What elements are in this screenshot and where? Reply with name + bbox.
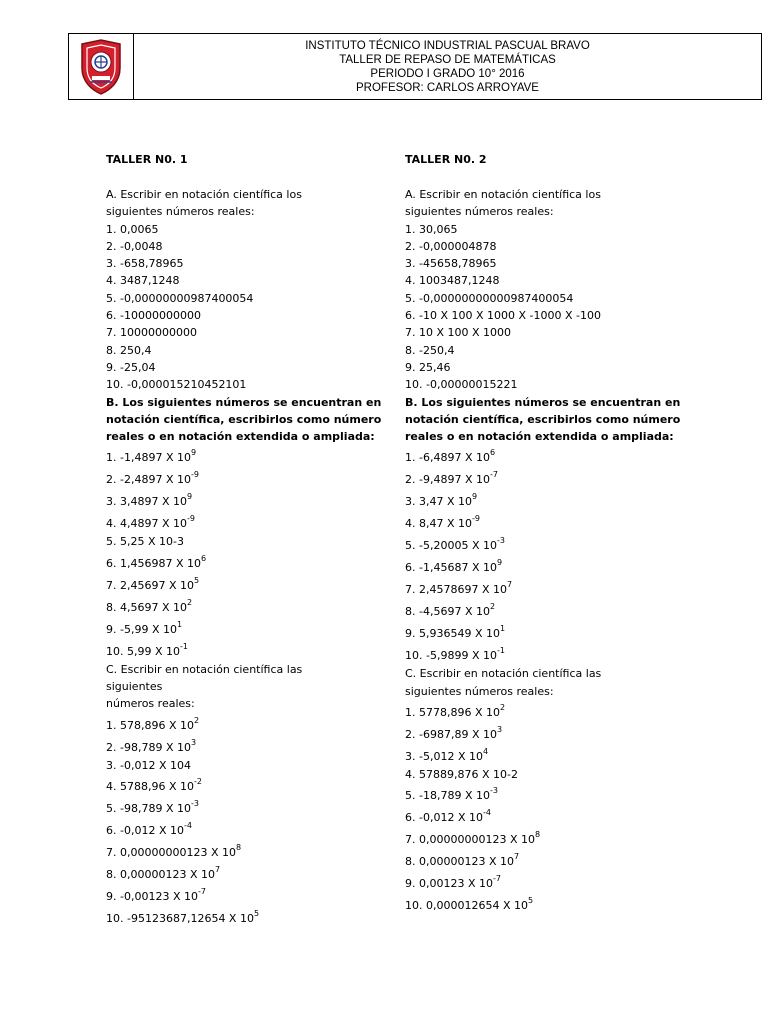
taller-2-column xyxy=(405,151,705,915)
list-item: 8. 4,5697 X $10^2$ xyxy=(106,597,193,614)
list-item: 3. 3,47 X $10^9$ xyxy=(405,492,478,509)
list-item: 7. 10000000000 xyxy=(106,326,197,340)
list-item: 3. -5,012 X $10^4$ xyxy=(405,747,489,764)
list-item: 9. 0,00123 X $10^{-7}$ xyxy=(405,874,501,891)
list-item: 10. -95123687,12654 X $10^5$ xyxy=(106,908,260,925)
list-item: 4. 5788,96 X $10^{-2}$ xyxy=(106,776,202,793)
list-item: 3. -0,012 X 104 xyxy=(106,758,191,772)
section-c-heading: C. Escribir en notación científica las xyxy=(405,667,602,681)
list-item: 9. -25,04 xyxy=(106,360,156,374)
list-item: 10. -5,9899 X $10^{-1}$ xyxy=(405,646,505,663)
section-a-heading: A. Escribir en notación científica los xyxy=(106,188,302,201)
list-item: 1. 578,896 X $10^2$ xyxy=(106,715,200,732)
institution-name: INSTITUTO TÉCNICO INDUSTRIAL PASCUAL BRAVO xyxy=(305,39,590,52)
section-b-heading: notación científica, escribirlos como número xyxy=(106,412,382,426)
section-b-heading: B. Los siguientes números se encuentran en xyxy=(106,395,382,409)
list-item: 7. 0,00000000123 X $10^8$ xyxy=(405,830,541,847)
list-item: 5. -18,789 X $10^{-3}$ xyxy=(405,786,498,803)
list-item: 10. 0,000012654 X $10^5$ xyxy=(405,896,534,913)
list-item: 8. 0,00000123 X $10^7$ xyxy=(405,852,520,869)
list-item: 2. -2,4897 X $10^{-9}$ xyxy=(106,470,199,487)
list-item: 5. 5,25 X 10-3 xyxy=(106,535,184,549)
list-item: 5. -0,00000000987400054 xyxy=(106,291,254,305)
list-item: 8. -4,5697 X $10^2$ xyxy=(405,602,496,619)
taller-1-title: TALLER N0. 1 xyxy=(106,153,188,166)
list-item: 6. 1,456987 X $10^6$ xyxy=(106,553,207,570)
list-item: 3. 3,4897 X $10^9$ xyxy=(106,492,193,509)
list-item: 8. 0,00000123 X $10^7$ xyxy=(106,864,221,881)
school-logo-cell xyxy=(69,34,134,99)
list-item: 7. 10 X 100 X 1000 xyxy=(405,326,512,340)
list-item: 4. 3487,1248 xyxy=(106,274,180,288)
list-item: 9. 5,936549 X $10^1$ xyxy=(405,624,506,641)
list-item: 9. 25,46 xyxy=(405,360,451,374)
teacher-name: PROFESOR: CARLOS ARROYAVE xyxy=(356,81,539,94)
section-b-heading: B. Los siguientes números se encuentran en xyxy=(405,395,681,409)
list-item: 9. -5,99 X $10^1$ xyxy=(106,619,183,636)
list-item: 2. -0,000004878 xyxy=(405,239,497,253)
list-item: 8. -250,4 xyxy=(405,343,455,357)
period-grade: PERIODO I GRADO 10° 2016 xyxy=(370,67,525,80)
list-item: 8. 250,4 xyxy=(106,343,152,357)
section-b-heading: notación científica, escribirlos como número xyxy=(405,412,681,426)
list-item: 7. 0,00000000123 X $10^8$ xyxy=(106,842,242,859)
list-item: 10. -0,000015210452101 xyxy=(106,378,247,392)
list-item: 10. 5,99 X $10^{-1}$ xyxy=(106,641,188,658)
list-item: 7. 2,4578697 X $10^7$ xyxy=(405,580,513,597)
list-item: 1. 30,065 xyxy=(405,222,458,236)
list-item: 6. -0,012 X $10^{-4}$ xyxy=(405,808,491,825)
list-item: 2. -98,789 X $10^3$ xyxy=(106,737,197,754)
list-item: 7. 2,45697 X $10^5$ xyxy=(106,575,200,592)
list-item: 4. 57889,876 X 10-2 xyxy=(405,768,518,782)
taller-2-title: TALLER N0. 2 xyxy=(405,153,487,166)
list-item: 6. -10000000000 xyxy=(106,309,201,323)
list-item: 3. -45658,78965 xyxy=(405,257,497,271)
list-item: 2. -6987,89 X $10^3$ xyxy=(405,725,503,742)
workshop-title: TALLER DE REPASO DE MATEMÁTICAS xyxy=(339,53,556,66)
list-item: 6. -1,45687 X $10^9$ xyxy=(405,558,503,575)
section-a-heading: siguientes números reales: xyxy=(106,205,255,219)
school-shield-logo-icon xyxy=(78,38,124,96)
list-item: 4. 8,47 X $10^{-9}$ xyxy=(405,514,480,531)
section-b-heading: reales o en notación extendida o ampliada: xyxy=(106,430,375,444)
list-item: 4. 4,4897 X $10^{-9}$ xyxy=(106,514,195,531)
list-item: 10. -0,00000015221 xyxy=(405,378,518,392)
section-c-heading: C. Escribir en notación científica las xyxy=(106,662,303,676)
section-a-heading: A. Escribir en notación científica los xyxy=(405,188,601,201)
list-item: 1. 0,0065 xyxy=(106,222,159,236)
list-item: 5. -5,20005 X $10^{-3}$ xyxy=(405,536,505,553)
list-item: 3. -658,78965 xyxy=(106,257,184,271)
list-item: 5. -98,789 X $10^{-3}$ xyxy=(106,798,199,815)
list-item: 6. -10 X 100 X 1000 X -1000 X -100 xyxy=(405,309,601,323)
list-item: 6. -0,012 X $10^{-4}$ xyxy=(106,820,192,837)
list-item: 9. -0,00123 X $10^{-7}$ xyxy=(106,886,206,903)
taller-1-column xyxy=(106,151,406,928)
section-b-heading: reales o en notación extendida o ampliada: xyxy=(405,430,674,444)
list-item: 1. 5778,896 X $10^2$ xyxy=(405,703,506,720)
list-item: 2. -9,4897 X $10^{-7}$ xyxy=(405,470,498,487)
list-item: 5. -0,00000000000987400054 xyxy=(405,291,574,305)
list-item: 4. 1003487,1248 xyxy=(405,274,500,288)
section-c-heading: siguientes números reales: xyxy=(405,684,554,698)
section-a-heading: siguientes números reales: xyxy=(405,205,554,219)
list-item: 2. -0,0048 xyxy=(106,239,163,253)
list-item: 1. -6,4897 X $10^6$ xyxy=(405,448,496,465)
document-header xyxy=(68,33,762,100)
header-text xyxy=(134,34,761,99)
list-item: 1. -1,4897 X $10^9$ xyxy=(106,448,197,465)
section-c-heading: siguientes xyxy=(106,680,163,694)
section-c-heading: números reales: xyxy=(106,697,195,711)
